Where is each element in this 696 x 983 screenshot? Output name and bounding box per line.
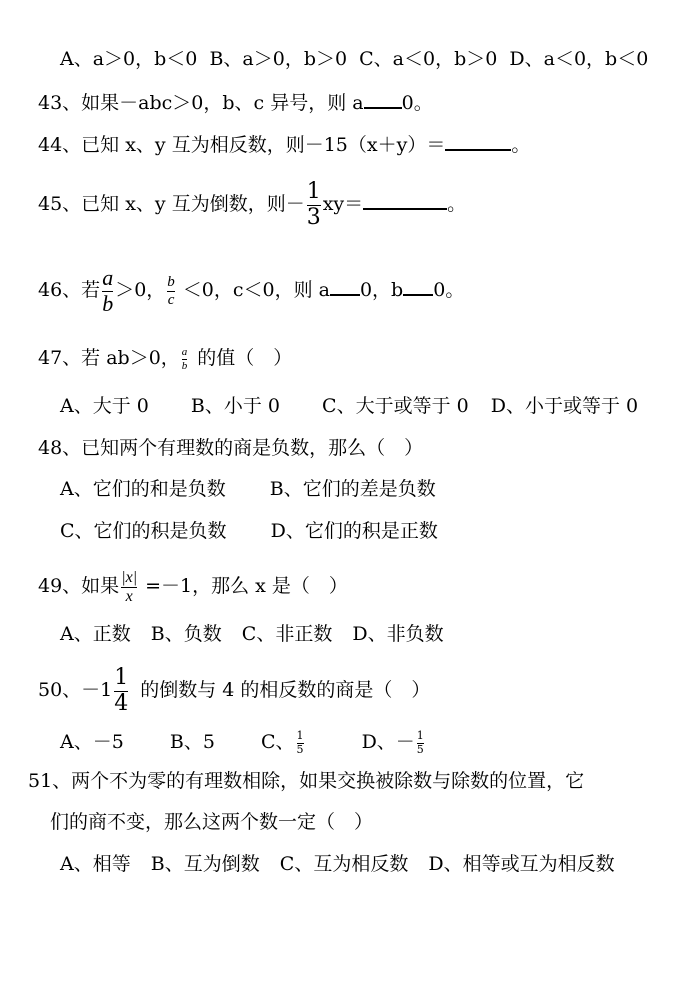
q49-option-a[interactable]: A、正数 bbox=[60, 623, 131, 645]
q50-frac-num: 1 bbox=[114, 665, 129, 691]
q49-option-c[interactable]: C、非正数 bbox=[241, 623, 333, 645]
q47-prefix: 47、若 ab＞0， bbox=[38, 347, 180, 369]
q45-fraction bbox=[307, 180, 321, 229]
q49-option-b[interactable]: B、负数 bbox=[150, 623, 222, 645]
q51-option-d[interactable]: D、相等或互为相反数 bbox=[428, 853, 615, 875]
q45-text-mid: xy＝ bbox=[322, 193, 364, 215]
q46-mid3: 0，b bbox=[359, 279, 404, 301]
question-45 bbox=[38, 174, 466, 234]
q49-frac-num: |x| bbox=[121, 568, 138, 586]
q49-prefix: 49、如果 bbox=[38, 575, 120, 597]
q46-blank-a[interactable] bbox=[330, 276, 360, 296]
q49-option-d[interactable]: D、非负数 bbox=[352, 623, 444, 645]
q50-option-d-fraction bbox=[417, 730, 424, 755]
q42-option-b: B、a＞0，b＞0 bbox=[209, 48, 348, 70]
q43-blank[interactable] bbox=[364, 89, 402, 109]
q48-option-d[interactable]: D、它们的积是正数 bbox=[270, 520, 438, 542]
q51-options bbox=[60, 852, 615, 876]
q49-options bbox=[60, 622, 444, 646]
q48-options-row1 bbox=[60, 477, 436, 501]
question-51-line2 bbox=[50, 810, 373, 834]
q46-frac1-num: a bbox=[102, 265, 114, 291]
q50-option-d-label: D、－ bbox=[361, 731, 415, 753]
question-48 bbox=[38, 436, 423, 460]
q46-frac2-num: b bbox=[167, 274, 175, 290]
q50-option-b[interactable]: B、5 bbox=[169, 731, 215, 753]
q46-blank-b[interactable] bbox=[403, 276, 433, 296]
q45-text-after: 。 bbox=[447, 193, 467, 215]
q50-frac-den: 4 bbox=[114, 690, 129, 716]
q50-options bbox=[60, 722, 426, 762]
q49-fraction bbox=[121, 569, 137, 605]
q51-stem-line2: 们的商不变，那么这两个数一定（ ） bbox=[50, 811, 374, 833]
q47-option-d[interactable]: D、小于或等于 0 bbox=[490, 395, 639, 417]
q46-frac2-den: c bbox=[167, 291, 175, 308]
q42-option-d: D、a＜0，b＜0 bbox=[509, 48, 649, 70]
q48-stem: 48、已知两个有理数的商是负数，那么（ ） bbox=[38, 437, 424, 459]
q50-optc-den: 5 bbox=[296, 742, 304, 756]
q51-option-a[interactable]: A、相等 bbox=[60, 853, 131, 875]
q48-options-row2 bbox=[60, 519, 438, 543]
question-44 bbox=[38, 131, 530, 157]
q51-option-b[interactable]: B、互为倒数 bbox=[150, 853, 260, 875]
q50-optd-num: 1 bbox=[416, 729, 424, 743]
q51-stem-line1: 51、两个不为零的有理数相除，如果交换被除数与除数的位置，它 bbox=[28, 770, 585, 792]
q48-option-b[interactable]: B、它们的差是负数 bbox=[269, 478, 436, 500]
q47-option-b[interactable]: B、小于 0 bbox=[190, 395, 280, 417]
q46-frac1-den: b bbox=[102, 290, 114, 316]
q47-options bbox=[60, 394, 638, 418]
q50-optd-den: 5 bbox=[416, 742, 424, 756]
q50-option-a[interactable]: A、－5 bbox=[60, 731, 124, 753]
question-49 bbox=[38, 556, 348, 616]
q47-frac-den: b bbox=[181, 359, 188, 372]
q46-prefix: 46、若 bbox=[38, 279, 101, 301]
q46-mid1: ＞0， bbox=[115, 279, 166, 301]
question-43 bbox=[38, 89, 433, 115]
q45-frac-den: 3 bbox=[306, 204, 321, 230]
q45-frac-num: 1 bbox=[306, 179, 321, 205]
q49-frac-den: x bbox=[125, 587, 133, 605]
q50-option-c-label: C、 bbox=[260, 731, 295, 753]
q50-option-d[interactable] bbox=[361, 729, 426, 756]
q46-mid2: ＜0，c＜0，则 a bbox=[182, 279, 330, 301]
q50-fraction bbox=[114, 666, 128, 715]
q46-text-after: 0。 bbox=[433, 279, 465, 301]
question-47 bbox=[38, 338, 292, 378]
q50-option-c[interactable] bbox=[260, 729, 306, 756]
q42-options bbox=[60, 47, 648, 71]
q45-text: 45、已知 x、y 互为倒数，则－ bbox=[38, 193, 305, 215]
q47-frac-num: a bbox=[181, 346, 188, 359]
q42-option-a: A、a＞0，b＜0 bbox=[60, 48, 198, 70]
question-46 bbox=[38, 260, 464, 320]
q44-text-after: 。 bbox=[511, 134, 531, 156]
q42-option-c: C、a＜0，b＞0 bbox=[359, 48, 498, 70]
q45-blank[interactable] bbox=[363, 190, 447, 210]
question-51-line1 bbox=[28, 769, 584, 793]
q43-text-after: 0。 bbox=[401, 92, 433, 114]
q47-suffix: 的值（ ） bbox=[197, 347, 293, 369]
q43-text: 43、如果－abc＞0，b、c 异号，则 a bbox=[38, 92, 364, 114]
q48-option-a[interactable]: A、它们的和是负数 bbox=[60, 478, 226, 500]
q44-blank[interactable] bbox=[445, 131, 511, 151]
question-50 bbox=[38, 660, 430, 720]
q51-option-c[interactable]: C、互为相反数 bbox=[279, 853, 409, 875]
q47-fraction bbox=[182, 346, 188, 371]
q47-option-a[interactable]: A、大于 0 bbox=[60, 395, 149, 417]
q48-option-c[interactable]: C、它们的积是负数 bbox=[60, 520, 227, 542]
q49-suffix: =－1，那么 x 是（ ） bbox=[145, 575, 348, 597]
q47-option-c[interactable]: C、大于或等于 0 bbox=[322, 395, 469, 417]
q50-optc-num: 1 bbox=[296, 729, 304, 743]
q50-option-c-fraction bbox=[297, 730, 304, 755]
q44-text: 44、已知 x、y 互为相反数，则－15（x＋y）＝ bbox=[38, 134, 446, 156]
q50-prefix: 50、－1 bbox=[38, 679, 113, 701]
q46-fraction-a-b bbox=[102, 266, 113, 315]
q50-suffix: 的倒数与 4 的相反数的商是（ ） bbox=[140, 679, 431, 701]
q46-fraction-b-c bbox=[167, 274, 175, 308]
